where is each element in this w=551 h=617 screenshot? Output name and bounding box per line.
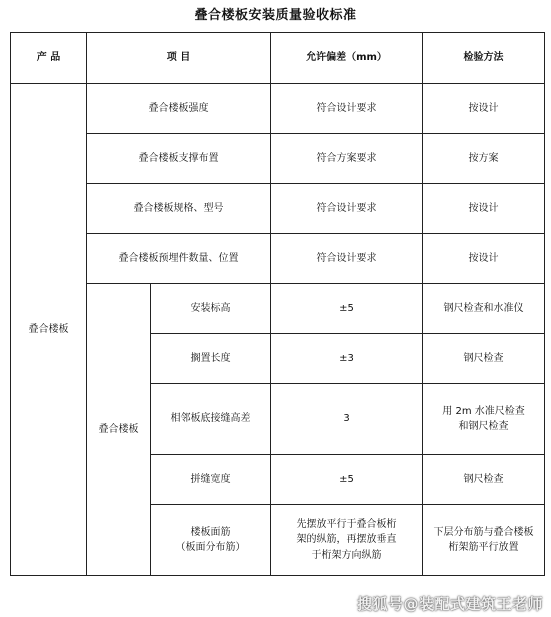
item-cell: 叠合楼板支撑布置 — [87, 134, 271, 184]
table-row — [11, 84, 545, 134]
header-item: 项 目 — [87, 33, 271, 84]
tolerance-cell: ±5 — [271, 284, 423, 334]
item-cell: 叠合楼板强度 — [87, 84, 271, 134]
table-row — [11, 184, 545, 234]
item-cell: 叠合楼板规格、型号 — [87, 184, 271, 234]
method-cell: 用 2m 水准尺检查 和钢尺检查 — [423, 384, 545, 455]
method-cell: 钢尺检查和水准仪 — [423, 284, 545, 334]
method-cell: 按设计 — [423, 234, 545, 284]
table-header-row — [11, 33, 545, 84]
tolerance-cell: 符合设计要求 — [271, 184, 423, 234]
tolerance-cell: 符合设计要求 — [271, 234, 423, 284]
method-cell: 钢尺检查 — [423, 334, 545, 384]
item-cell: 搁置长度 — [151, 334, 271, 384]
method-cell: 下层分布筋与叠合楼板 桁架筋平行放置 — [423, 505, 545, 576]
item-cell: 叠合楼板预埋件数量、位置 — [87, 234, 271, 284]
header-product: 产 品 — [11, 33, 87, 84]
table-row — [11, 284, 545, 334]
tolerance-cell: ±3 — [271, 334, 423, 384]
watermark: 搜狐号@装配式建筑王老师 — [356, 595, 543, 613]
page-title: 叠合楼板安装质量验收标准 — [194, 8, 357, 23]
tolerance-cell: 3 — [271, 384, 423, 455]
tolerance-cell: 符合设计要求 — [271, 84, 423, 134]
product-cell: 叠合楼板 — [11, 84, 87, 576]
method-cell: 按方案 — [423, 134, 545, 184]
method-cell: 按设计 — [423, 184, 545, 234]
tolerance-cell: ±5 — [271, 455, 423, 505]
tolerance-cell: 先摆放平行于叠合板桁 架的纵筋，再摆放垂直 于桁架方向纵筋 — [271, 505, 423, 576]
item-cell: 拼缝宽度 — [151, 455, 271, 505]
table-row — [11, 134, 545, 184]
header-tolerance: 允许偏差（mm） — [271, 33, 423, 84]
method-cell: 按设计 — [423, 84, 545, 134]
acceptance-standard-table — [10, 32, 545, 576]
item-cell: 安装标高 — [151, 284, 271, 334]
group-cell: 叠合楼板 — [87, 284, 151, 576]
tolerance-cell: 符合方案要求 — [271, 134, 423, 184]
item-cell: 相邻板底接缝高差 — [151, 384, 271, 455]
header-method: 检验方法 — [423, 33, 545, 84]
table-row — [11, 234, 545, 284]
method-cell: 钢尺检查 — [423, 455, 545, 505]
item-cell: 楼板面筋 （板面分布筋） — [151, 505, 271, 576]
